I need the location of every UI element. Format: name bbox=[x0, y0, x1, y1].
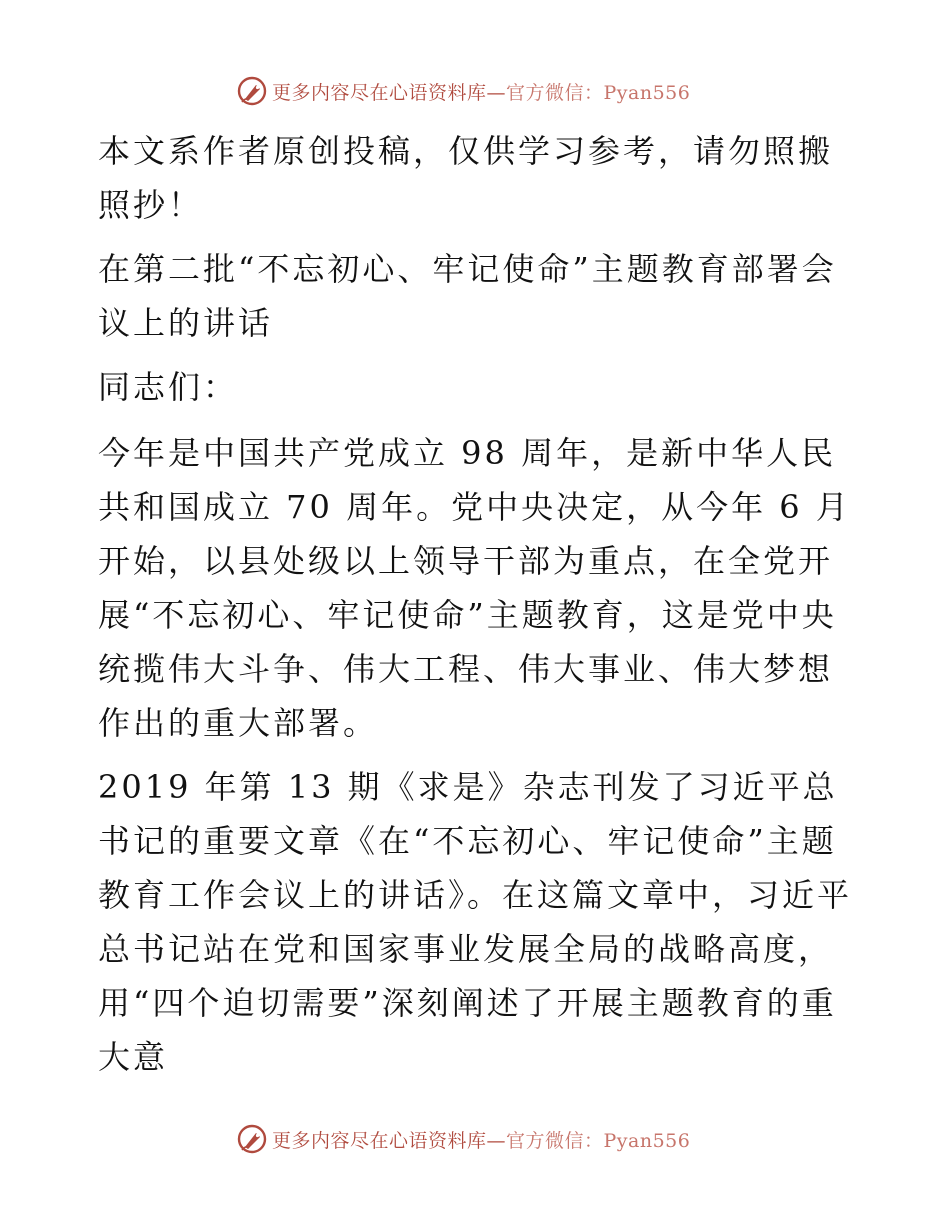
pen-nib-logo-icon bbox=[236, 1123, 268, 1155]
watermark-text: 更多内容尽在心语资料库— bbox=[272, 1129, 507, 1152]
watermark-text: 更多内容尽在心语资料库— bbox=[272, 81, 507, 104]
footer-watermark bbox=[236, 1122, 690, 1156]
greeting: 同志们： bbox=[98, 368, 239, 406]
paragraph-1: 今年是中国共产党成立 98 周年，是新中华人民共和国成立 70 周年。党中央决定，从今年 6 月开始，以县处级以上领导干部为重点，在全党开展“不忘初心、牢记使命”主题教育，这是党中央统揽伟大斗争、伟大工程、伟大事业、伟大梦想作出的重大部署。 bbox=[98, 434, 851, 742]
watermark-wechat: 官方微信：Pyan556 bbox=[506, 1129, 691, 1152]
author-note: 本文系作者原创投稿，仅供学习参考，请勿照搬照抄！ bbox=[98, 132, 834, 224]
header-watermark bbox=[236, 74, 690, 108]
paragraph-2: 2019 年第 13 期《求是》杂志刊发了习近平总书记的重要文章《在“不忘初心、牢记使命”主题教育工作会议上的讲话》。在这篇文章中，习近平总书记站在党和国家事业发展全局的战略高度，用“四个迫切需要”深刻阐述了开展主题教育的重大意 bbox=[98, 768, 853, 1076]
document-body bbox=[98, 124, 858, 1094]
watermark-wechat: 官方微信：Pyan556 bbox=[506, 81, 691, 104]
document-title: 在第二批“不忘初心、牢记使命”主题教育部署会议上的讲话 bbox=[98, 250, 837, 342]
pen-nib-logo-icon bbox=[236, 75, 268, 107]
